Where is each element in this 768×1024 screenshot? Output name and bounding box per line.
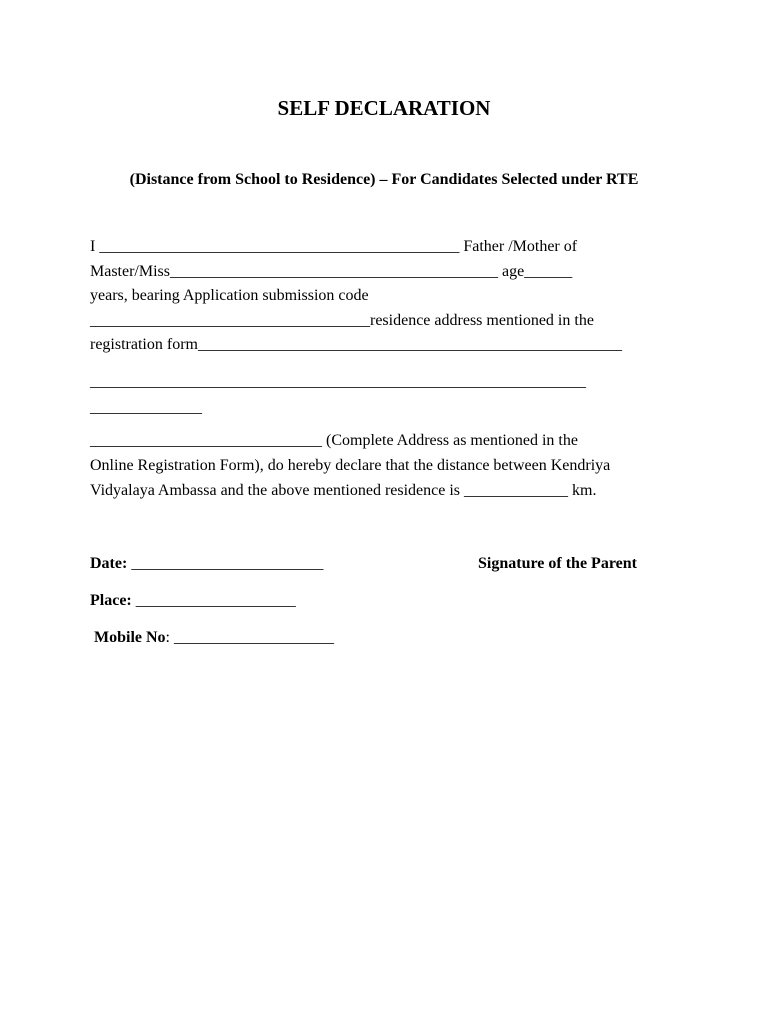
body-line-6: ______________________________________________________________: [90, 373, 586, 390]
signature-label: Signature of the Parent: [478, 555, 637, 572]
date-label: Date:: [90, 555, 128, 572]
document-title: SELF DECLARATION: [277, 96, 491, 120]
body-line-4: ___________________________________residence address mentioned in the: [90, 312, 594, 329]
place-row: [90, 590, 296, 612]
mobile-row: [94, 627, 334, 649]
body-line-9: Online Registration Form), do hereby declare that the distance between Kendriya: [90, 457, 611, 474]
mobile-label: Mobile No: [94, 629, 166, 646]
body-line-5: registration form_____________________________________________________: [90, 336, 622, 353]
body-line-7: ______________: [90, 399, 202, 416]
body-line-3: years, bearing Application submission code: [90, 287, 369, 304]
place-label: Place:: [90, 592, 132, 609]
mobile-blank: : ____________________: [165, 629, 334, 646]
document-subtitle: (Distance from School to Residence) – For Candidates Selected under RTE: [129, 171, 639, 188]
place-blank: ____________________: [131, 592, 296, 609]
body-line-10: Vidyalaya Ambassa and the above mentioned residence is _____________ km.: [90, 482, 597, 499]
body-line-2: Master/Miss_________________________________________ age______: [90, 263, 573, 280]
body-line-1: I _____________________________________________ Father /Mother of: [90, 238, 578, 255]
date-blank: ________________________: [127, 555, 324, 572]
date-row: [90, 553, 323, 575]
body-line-8: _____________________________ (Complete Address as mentioned in the: [90, 432, 578, 449]
